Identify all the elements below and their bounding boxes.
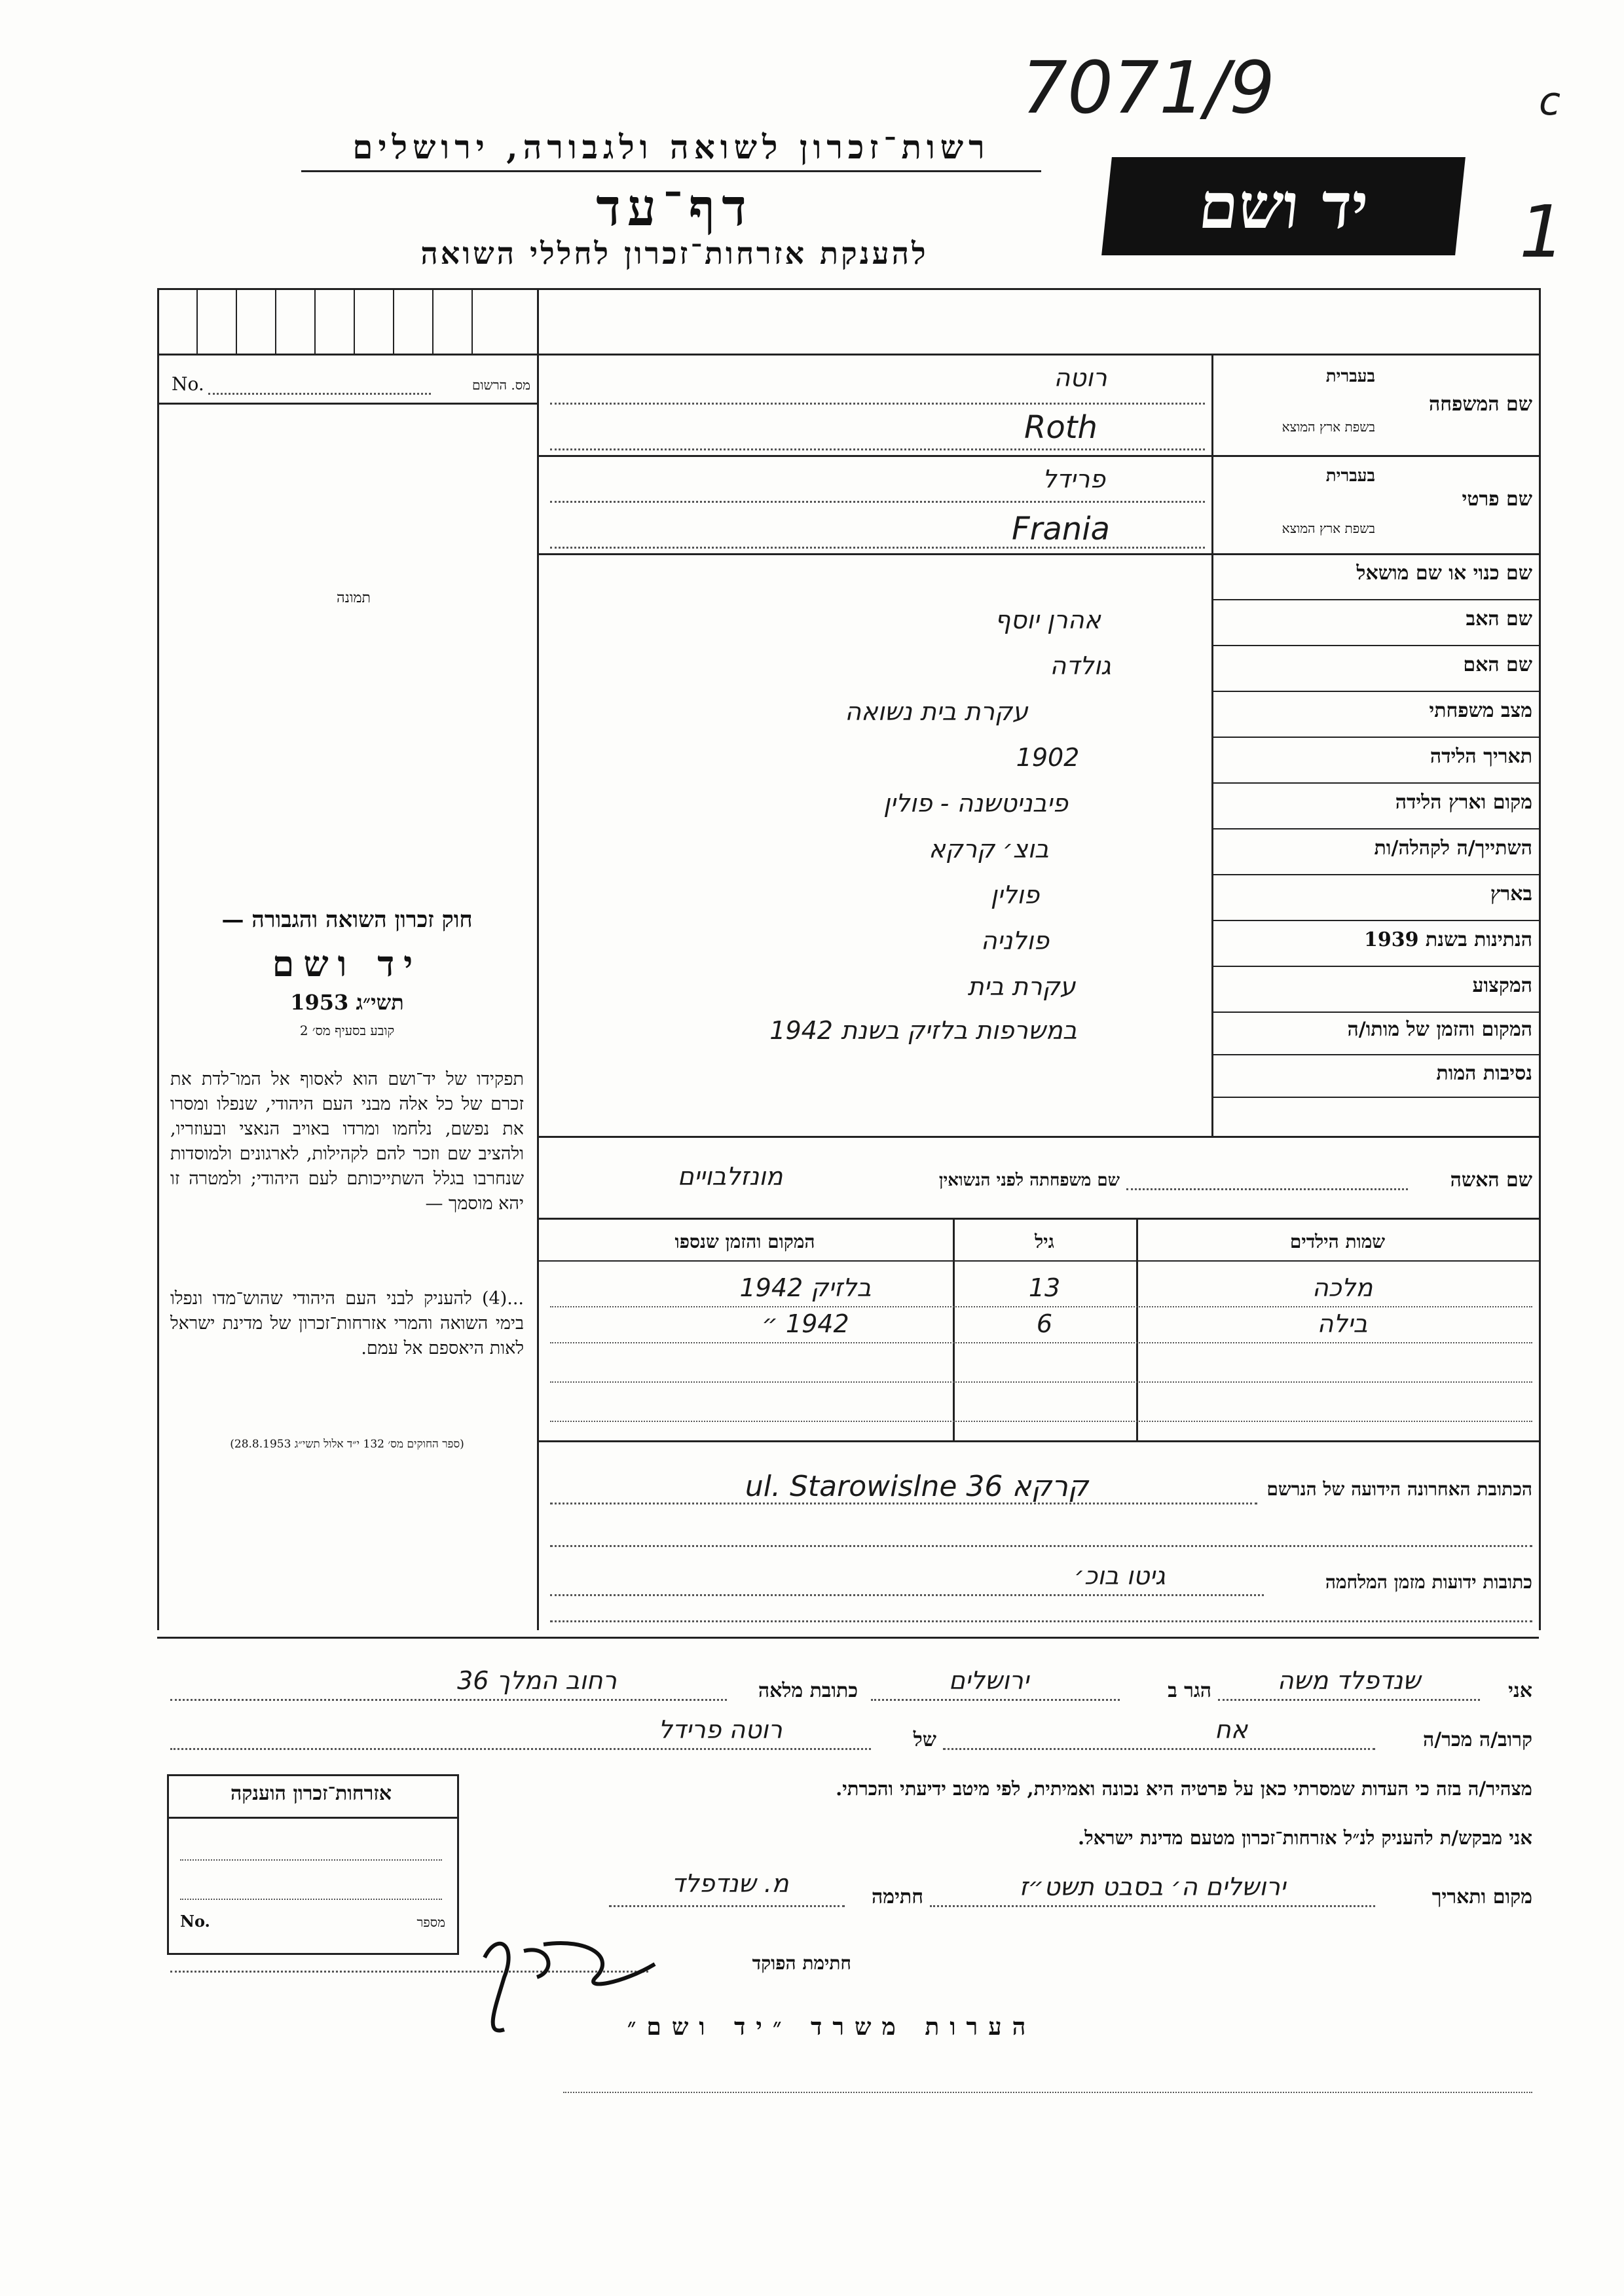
birth-date-label: תאריך הלידה [1430, 745, 1532, 768]
law-paragraph-1: תפקידו של יד־ושם הוא לאסוף אל המו־לדת את זכרם של כל אלה מבני העם היהודי, שנפלו ומסרו את נפשם, נלחמו ומרדו באויב הנאצי ובעוזריו, ולהציב שם וזכר להם לקהילות, לארגונים ולמוסדות שנחרבו בגלל השתייכותם לעם היהודי; ולמטרה זו יהא מוסמך — [170, 1069, 524, 1214]
request-text: אני מבקש/ת להעניק לנ״ל אזרחות־זכרון מטעם מדינת ישראל. [1078, 1827, 1532, 1849]
last-address-label: הכתובת האחרונה הידועה של הנרשם [1266, 1478, 1532, 1500]
registry-number-label: מס. הרשום [471, 377, 530, 393]
law-clause: קובע בסעיף מס׳ 2 [299, 1023, 395, 1038]
community-label: השתייך/ה לקהלה/ות [1374, 837, 1532, 860]
marital-value: עקרת בית נשואה [845, 697, 1028, 726]
form-title: דף־עד [596, 178, 753, 238]
declarant-name: שנדפלד משה [1277, 1666, 1421, 1695]
yad-vashem-logo: יד ושם [1101, 157, 1466, 255]
nationality-label: הנתינות בשנת 1939 [1363, 928, 1532, 951]
mother-label: שם האם [1463, 653, 1532, 676]
marital-label: מצב משפחתי [1429, 699, 1532, 722]
law-source: (ספר החוקים מס׳ 132 י״ד אלול תשי״ג 28.8.1953) [230, 1438, 464, 1451]
declarant-address: רחוב המלך 36 [457, 1666, 617, 1695]
first-name-hebrew-value: פרידל [1042, 465, 1106, 494]
death-place-time-label: המקום והזמן של מותו/ה [1347, 1018, 1532, 1041]
relation-of-value: רוטה פרידל [658, 1715, 783, 1744]
relation-value: אח [1214, 1715, 1248, 1744]
wife-maiden-label: שם משפחתה לפני הנשואין [938, 1171, 1120, 1190]
family-name-hebrew-label: בעברית [1325, 367, 1375, 386]
family-name-hebrew-value: רוטה [1054, 363, 1107, 392]
children-header-place: המקום והזמן שנספו [674, 1231, 815, 1252]
declarant-resides-label: הגר ב [1168, 1679, 1211, 1702]
law-year: תשי״ג 1953 [290, 990, 404, 1015]
country-value: פולין [990, 881, 1040, 909]
war-addresses-value: גיטו בוכ׳ [1074, 1561, 1166, 1590]
child-2-place: 1942 ״ [762, 1309, 849, 1338]
first-name-origin-label: בשפת ארץ המוצא [1282, 520, 1375, 536]
registry-no-label: No. [172, 373, 204, 395]
officer-signature-label: חתימת הפוקד [752, 1952, 851, 1974]
law-name: יד ושם [272, 943, 422, 985]
law-title: חוק זכרון השואה והגבורה — [221, 907, 473, 933]
citizenship-number-label: מספר [416, 1914, 445, 1930]
wife-maiden-value: מונזלבויים [677, 1162, 783, 1191]
margin-mark-top: c [1539, 79, 1560, 124]
first-name-hebrew-label: בעברית [1325, 466, 1375, 486]
signature-label: חתימה [872, 1886, 923, 1908]
children-header-names: שמות הילדים [1289, 1231, 1386, 1252]
community-value: בוצ׳ קרקא [929, 835, 1049, 864]
family-name-origin-label: בשפת ארץ המוצא [1282, 419, 1375, 435]
birth-place-value: פיבניטשנה - פולין [883, 789, 1068, 818]
relation-of-label: של [913, 1728, 936, 1751]
photo-label: תמונה [337, 590, 371, 606]
family-name-origin-value: Roth [1024, 409, 1098, 446]
profession-label: המקצוע [1472, 974, 1532, 997]
birth-place-label: מקום וארץ הלידה [1395, 791, 1532, 814]
child-2-name: בילה [1317, 1309, 1368, 1338]
declarant-city: ירושלים [948, 1666, 1029, 1695]
place-date-label: מקום ותאריך [1431, 1886, 1532, 1908]
first-name-origin-value: Frania [1012, 511, 1110, 547]
father-label: שם האב [1466, 608, 1532, 630]
citizenship-box-title: אזרחות־זכרון הוענקה [230, 1782, 392, 1805]
relation-label: קרוב/ה מכר/ה [1423, 1728, 1532, 1751]
authority-name: רשות־זכרון לשואה ולגבורה, ירושלים [352, 128, 990, 166]
father-value: אהרן יוסף [995, 606, 1101, 634]
child-1-name: מלכה [1312, 1273, 1373, 1302]
country-label: בארץ [1490, 883, 1532, 905]
declaration-text: מצהיר/ה בזה כי העדות שמסרתי כאן על פרטיה היא נכונה ואמיתית, לפי מיטב ידיעתי והכרתי. [836, 1777, 1532, 1800]
law-paragraph-2: ...(4) להעניק לבני העם היהודי שהוש־מדו ונפלו בימי השואה והמרי אזרחות־זכרון של מדינת ישראל לאות היאספם אל עמם. [170, 1288, 524, 1358]
file-number: 7071/9 [1022, 46, 1275, 130]
nationality-value: פולניה [980, 926, 1050, 955]
citizenship-no-label: No. [180, 1912, 210, 1931]
first-name-label: שם פרטי [1462, 488, 1532, 511]
family-name-label: שם המשפחה [1428, 393, 1532, 416]
declarant-i-label: אני [1508, 1679, 1532, 1702]
birth-date-value: 1902 [1016, 743, 1080, 772]
last-address-value: קרקא ul. Starowislne 36 [745, 1470, 1089, 1503]
wife-label: שם האשה [1450, 1169, 1532, 1192]
declarant-signature: מ. שנדפלד [671, 1869, 789, 1898]
child-1-place: בלזיק 1942 [739, 1273, 872, 1302]
nickname-label: שם כנוי או שם מושאל [1356, 562, 1532, 585]
margin-mark-right: 1 [1519, 190, 1565, 274]
child-1-age: 13 [1028, 1273, 1061, 1302]
child-2-age: 6 [1036, 1309, 1053, 1338]
children-header-age: גיל [1035, 1231, 1054, 1252]
war-addresses-label: כתובות ידועות מזמן המלחמה [1325, 1571, 1532, 1593]
death-place-time-value: במשרפות בלזיק בשנת 1942 [769, 1016, 1077, 1045]
mother-value: גולדה [1050, 651, 1111, 680]
profession-value: עקרת בית [967, 972, 1076, 1001]
death-cause-label: נסיבות המות [1436, 1062, 1532, 1085]
form-subtitle: להענקת אזרחות־זכרון לחללי השואה [420, 236, 929, 271]
place-date-value: ירושלים ה׳ בסבט תשט״ז [1019, 1872, 1286, 1901]
declarant-address-label: כתובת מלאה [758, 1679, 858, 1702]
office-notes-label: הערות משרד ״יד ושם״ [627, 2013, 1037, 2041]
